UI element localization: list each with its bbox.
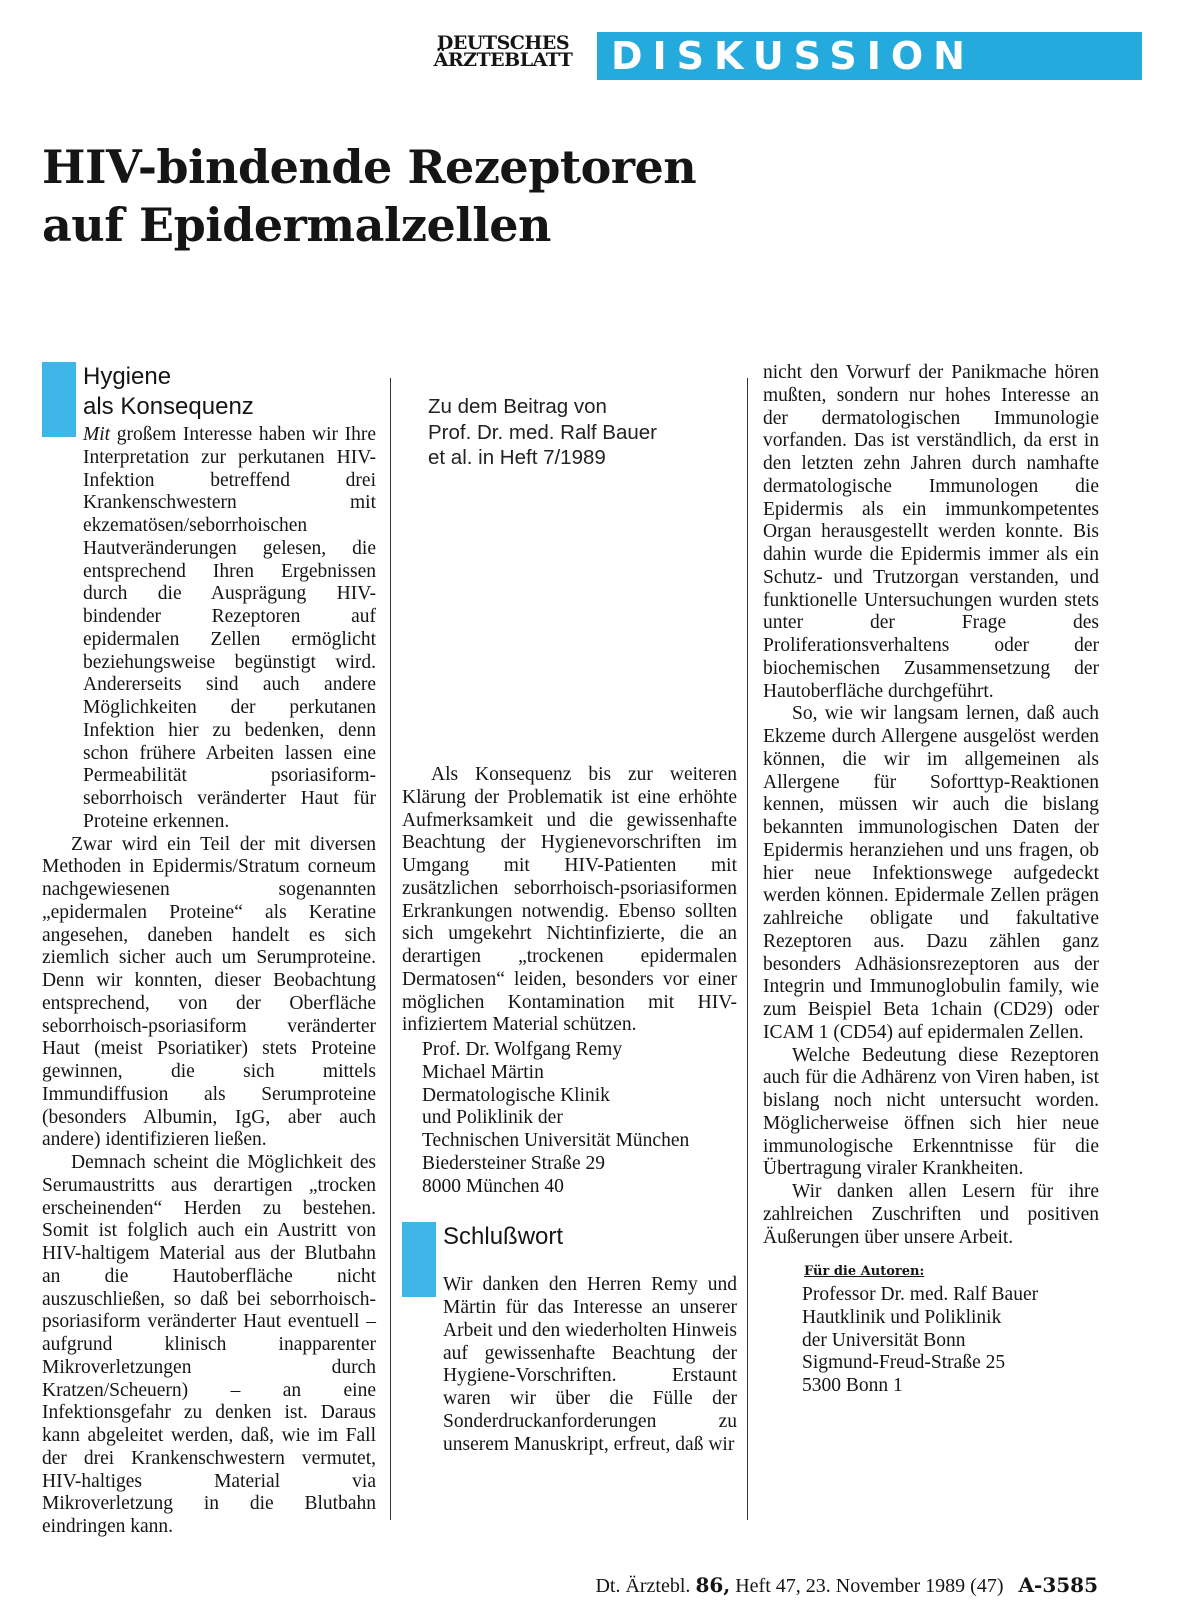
address-line: der Universität Bonn (802, 1329, 966, 1351)
column-rule-2 (747, 378, 748, 1520)
column-1 (42, 362, 376, 1539)
reference-note (428, 394, 728, 471)
column-2 (402, 764, 737, 1456)
reply-heading-block (402, 1222, 737, 1296)
address-line: Professor Dr. med. Ralf Bauer (802, 1284, 1039, 1305)
column-rule-1 (390, 378, 391, 1520)
reference-line: Zu dem Beitrag von (428, 395, 607, 418)
article-title (42, 138, 942, 254)
reply-paragraph-3: Welche Bedeutung diese Rezeptoren auch für die Adhärenz von Viren haben, ist bislang noch nicht untersucht worden. Möglicherweise öffnen sich hier neue immunologische Erkenntnisse für die Übertragung viraler Krankheiten. (763, 1044, 1099, 1180)
footer-page-number: A-3585 (1018, 1573, 1098, 1597)
address-line: Hautklinik und Poliklinik (802, 1306, 1002, 1328)
letter-author-address (422, 1039, 737, 1198)
footer-issue: Heft 47, 23. November 1989 (47) (735, 1575, 1004, 1597)
reference-line: et al. in Heft 7/1989 (428, 446, 606, 469)
journal-logo-line2: ÄRZTEBLATT (433, 49, 573, 71)
column-3 (763, 362, 1099, 1398)
reply-author-address (802, 1284, 1099, 1398)
letter-heading: Hygiene als Konsequenz (83, 363, 254, 420)
reply-heading: Schlußwort (443, 1223, 564, 1251)
for-authors-label: Für die Autoren: (804, 1264, 925, 1280)
address-line: 8000 München 40 (422, 1175, 564, 1197)
section-banner: DISKUSSION (597, 32, 1142, 80)
letter-paragraph-1: Mit großem Interesse haben wir Ihre Interpretation zur perkutanen HIV-Infektion betreffend drei Krankenschwestern mit ekzematösen/seborrhoischen Hautveränderungen gelesen, die entsprechend Ihren Ergebnissen durch die Ausprägung HIV-bindender Rezeptoren auf epidermalen Zellen ermöglicht beziehungsweise begünstigt wird. Andererseits sind auch andere Möglichkeiten der perkutanen Infektion hier zu bedenken, denn schon frühere Arbeiten lassen eine Permeabilität psoriasiform-seborrhoisch veränderter Haut für Proteine erkennen. (83, 424, 376, 832)
address-line: Michael Märtin (422, 1061, 544, 1083)
article-title-line1: HIV-bindende Rezeptoren (42, 140, 697, 194)
reply-paragraph-2: So, wie wir langsam lernen, daß auch Ekzeme durch Allergene ausgelöst werden können, die wir im allgemeinen als Allergene für Soforttyp-Reaktionen kennen, müssen wir auch die bislang bekannten immunologischen Daten der Epidermis heranziehen und uns fragen, ob hier neue Infektionswege aufgedeckt werden können. Epidermale Zellen prägen zahlreiche obligate und fakultative Rezeptoren aus. Dazu zählen ganz besonders Adhäsionsrezeptoren aus der Integrin und Immunoglobulin family, wie zum Beispiel Beta 1chain (CD29) oder ICAM 1 (CD54) auf epidermalen Zellen. (763, 703, 1099, 1043)
page-footer (595, 1573, 1098, 1598)
journal-logo-line1: DEUTSCHES (436, 32, 570, 54)
letter-heading-block (42, 362, 376, 436)
address-line: und Poliklinik der (422, 1107, 563, 1129)
address-line: Biedersteiner Straße 29 (422, 1152, 606, 1174)
heading-marker (402, 1222, 436, 1297)
reply-paragraph-1-continued: nicht den Vorwurf der Panikmache hören mußten, sondern nur hohes Interesse an der dermatologischen Immunologie vorfanden. Das ist verständlich, da erst in den letzten zehn Jahren durch namhafte dermatologische Immunologen die Epidermis als ein immunkompetentes Organ herausgestellt werden konnte. Bis dahin wurde die Epidermis immer als ein Schutz- und Trutzorgan verstanden, und funktionelle Untersuchungen wurden stets unter der Frage des Proliferationsverhaltens oder der biochemischen Zusammensetzung der Hautoberfläche durchgeführt. (763, 362, 1099, 702)
journal-logo (421, 32, 585, 71)
footer-volume: 86, (695, 1573, 731, 1597)
heading-marker (42, 362, 76, 437)
article-title-line2: auf Epidermalzellen (42, 198, 551, 252)
reply-paragraph-4: Wir danken allen Lesern für ihre zahlreichen Zuschriften und positiven Äußerungen über unsere Arbeit. (763, 1181, 1099, 1248)
address-line: 5300 Bonn 1 (802, 1375, 903, 1396)
address-line: Dermatologische Klinik (422, 1084, 610, 1106)
letter-paragraph-2: Zwar wird ein Teil der mit diversen Methoden in Epidermis/Stratum corneum nachgewiesenen sogenannten „epidermalen Proteine“ als Keratine angesehen, daneben handelt es sich ziemlich sicher auch um Serumproteine. Denn wir konnten, dieser Beobachtung entsprechend, von der Oberfläche seborrhoisch-psoriasiform veränderter Haut (meist Psoriatiker) stets Proteine gewinnen, die sich mittels Immundiffusion als Serumproteine (besonders Albumin, IgG, aber auch andere) identifizieren ließen. (42, 833, 376, 1151)
address-line: Prof. Dr. Wolfgang Remy (422, 1039, 623, 1060)
reference-line: Prof. Dr. med. Ralf Bauer (428, 420, 658, 444)
letter-paragraph-4: Als Konsequenz bis zur weiteren Klärung der Problematik ist eine erhöhte Aufmerksamkeit und die gewissenhafte Beachtung der Hygienevorschriften im Umgang mit HIV-Patienten mit zusätzlichen seborrhoisch-psoriasiformen Erkrankungen notwendig. Ebenso sollten sich umgekehrt Nichtinfizierte, die an derartigen „trockenen epidermalen Dermatosen“ leiden, besonders vor einer möglichen Kontamination mit HIV-infiziertem Material schützen. (402, 764, 737, 1036)
address-line: Technischen Universität München (422, 1130, 690, 1151)
address-line: Sigmund-Freud-Straße 25 (802, 1352, 1006, 1374)
letter-paragraph-3: Demnach scheint die Möglichkeit des Serumaustritts aus derartigen „trocken erscheinenden“ Herden zu bestehen. Somit ist folglich auch ein Austritt von HIV-haltigem Material aus der Blutbahn an die Hautoberfläche nicht auszuschließen, so daß bei seborrhoisch-psoriasiform veränderter Haut eventuell – aufgrund klinisch inapparenter Mikroverletzungen durch Kratzen/Scheuern) – an eine Infektionsgefahr zu denken ist. Daraus kann abgeleitet werden, daß, wie im Fall der drei Krankenschwestern vermutet, HIV-haltiges Material via Mikroverletzung in die Blutbahn eindringen kann. (42, 1152, 376, 1537)
reply-paragraph-1: Wir danken den Herren Remy und Märtin für das Interesse an unserer Arbeit und den wiederholten Hinweis auf gewissenhafte Beachtung der Hygiene-Vorschriften. Erstaunt waren wir über die Fülle der Sonderdruckanforderungen zu unserem Manuskript, erfreut, daß wir (443, 1274, 737, 1455)
footer-journal: Dt. Ärztebl. (595, 1575, 691, 1597)
